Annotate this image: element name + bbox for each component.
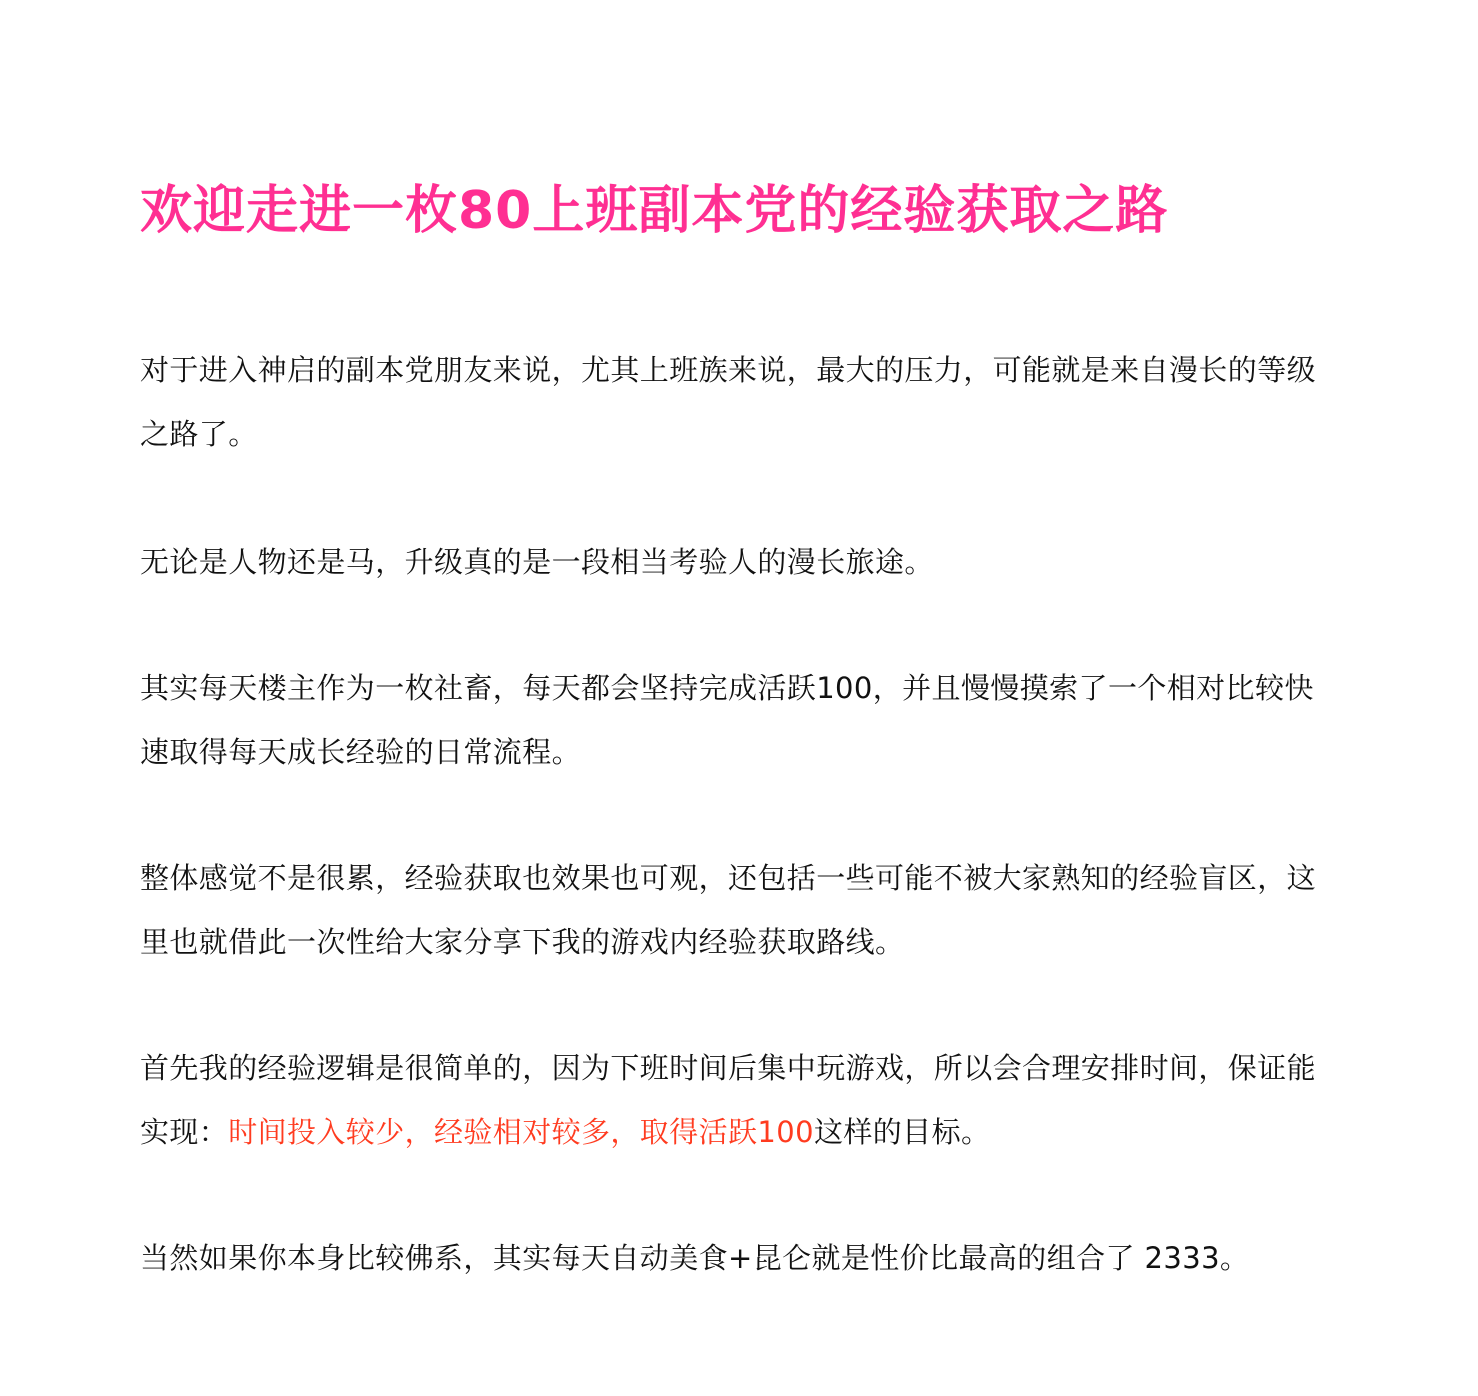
paragraph-5-tail: 这样的目标。: [813, 1115, 991, 1149]
paragraph-5-lead: 首先我的经验逻辑是很简单的，因为下班时间后集中玩游戏，所以会合理安排时间，保证能实现：: [140, 1051, 1317, 1149]
highlighted-goal: 时间投入较少，经验相对较多，取得活跃100: [228, 1115, 814, 1149]
paragraph-1: 对于进入神启的副本党朋友来说，尤其上班族来说，最大的压力，可能就是来自漫长的等级之路了。: [140, 353, 1317, 451]
article-body: [140, 338, 1340, 1290]
paragraph-2: 无论是人物还是马，升级真的是一段相当考验人的漫长旅途。: [140, 545, 934, 579]
paragraph-5: [140, 1036, 1340, 1164]
paragraph-3: 其实每天楼主作为一枚社畜，每天都会坚持完成活跃100，并且慢慢摸索了一个相对比较快速取得每天成长经验的日常流程。: [140, 671, 1314, 769]
article-title: 欢迎走进一枚80上班副本党的经验获取之路: [140, 181, 1169, 241]
paragraph-4: 整体感觉不是很累，经验获取也效果也可观，还包括一些可能不被大家熟知的经验盲区，这里也就借此一次性给大家分享下我的游戏内经验获取路线。: [140, 861, 1317, 959]
paragraph-6: 当然如果你本身比较佛系，其实每天自动美食+昆仑就是性价比最高的组合了 2333。: [140, 1241, 1250, 1275]
